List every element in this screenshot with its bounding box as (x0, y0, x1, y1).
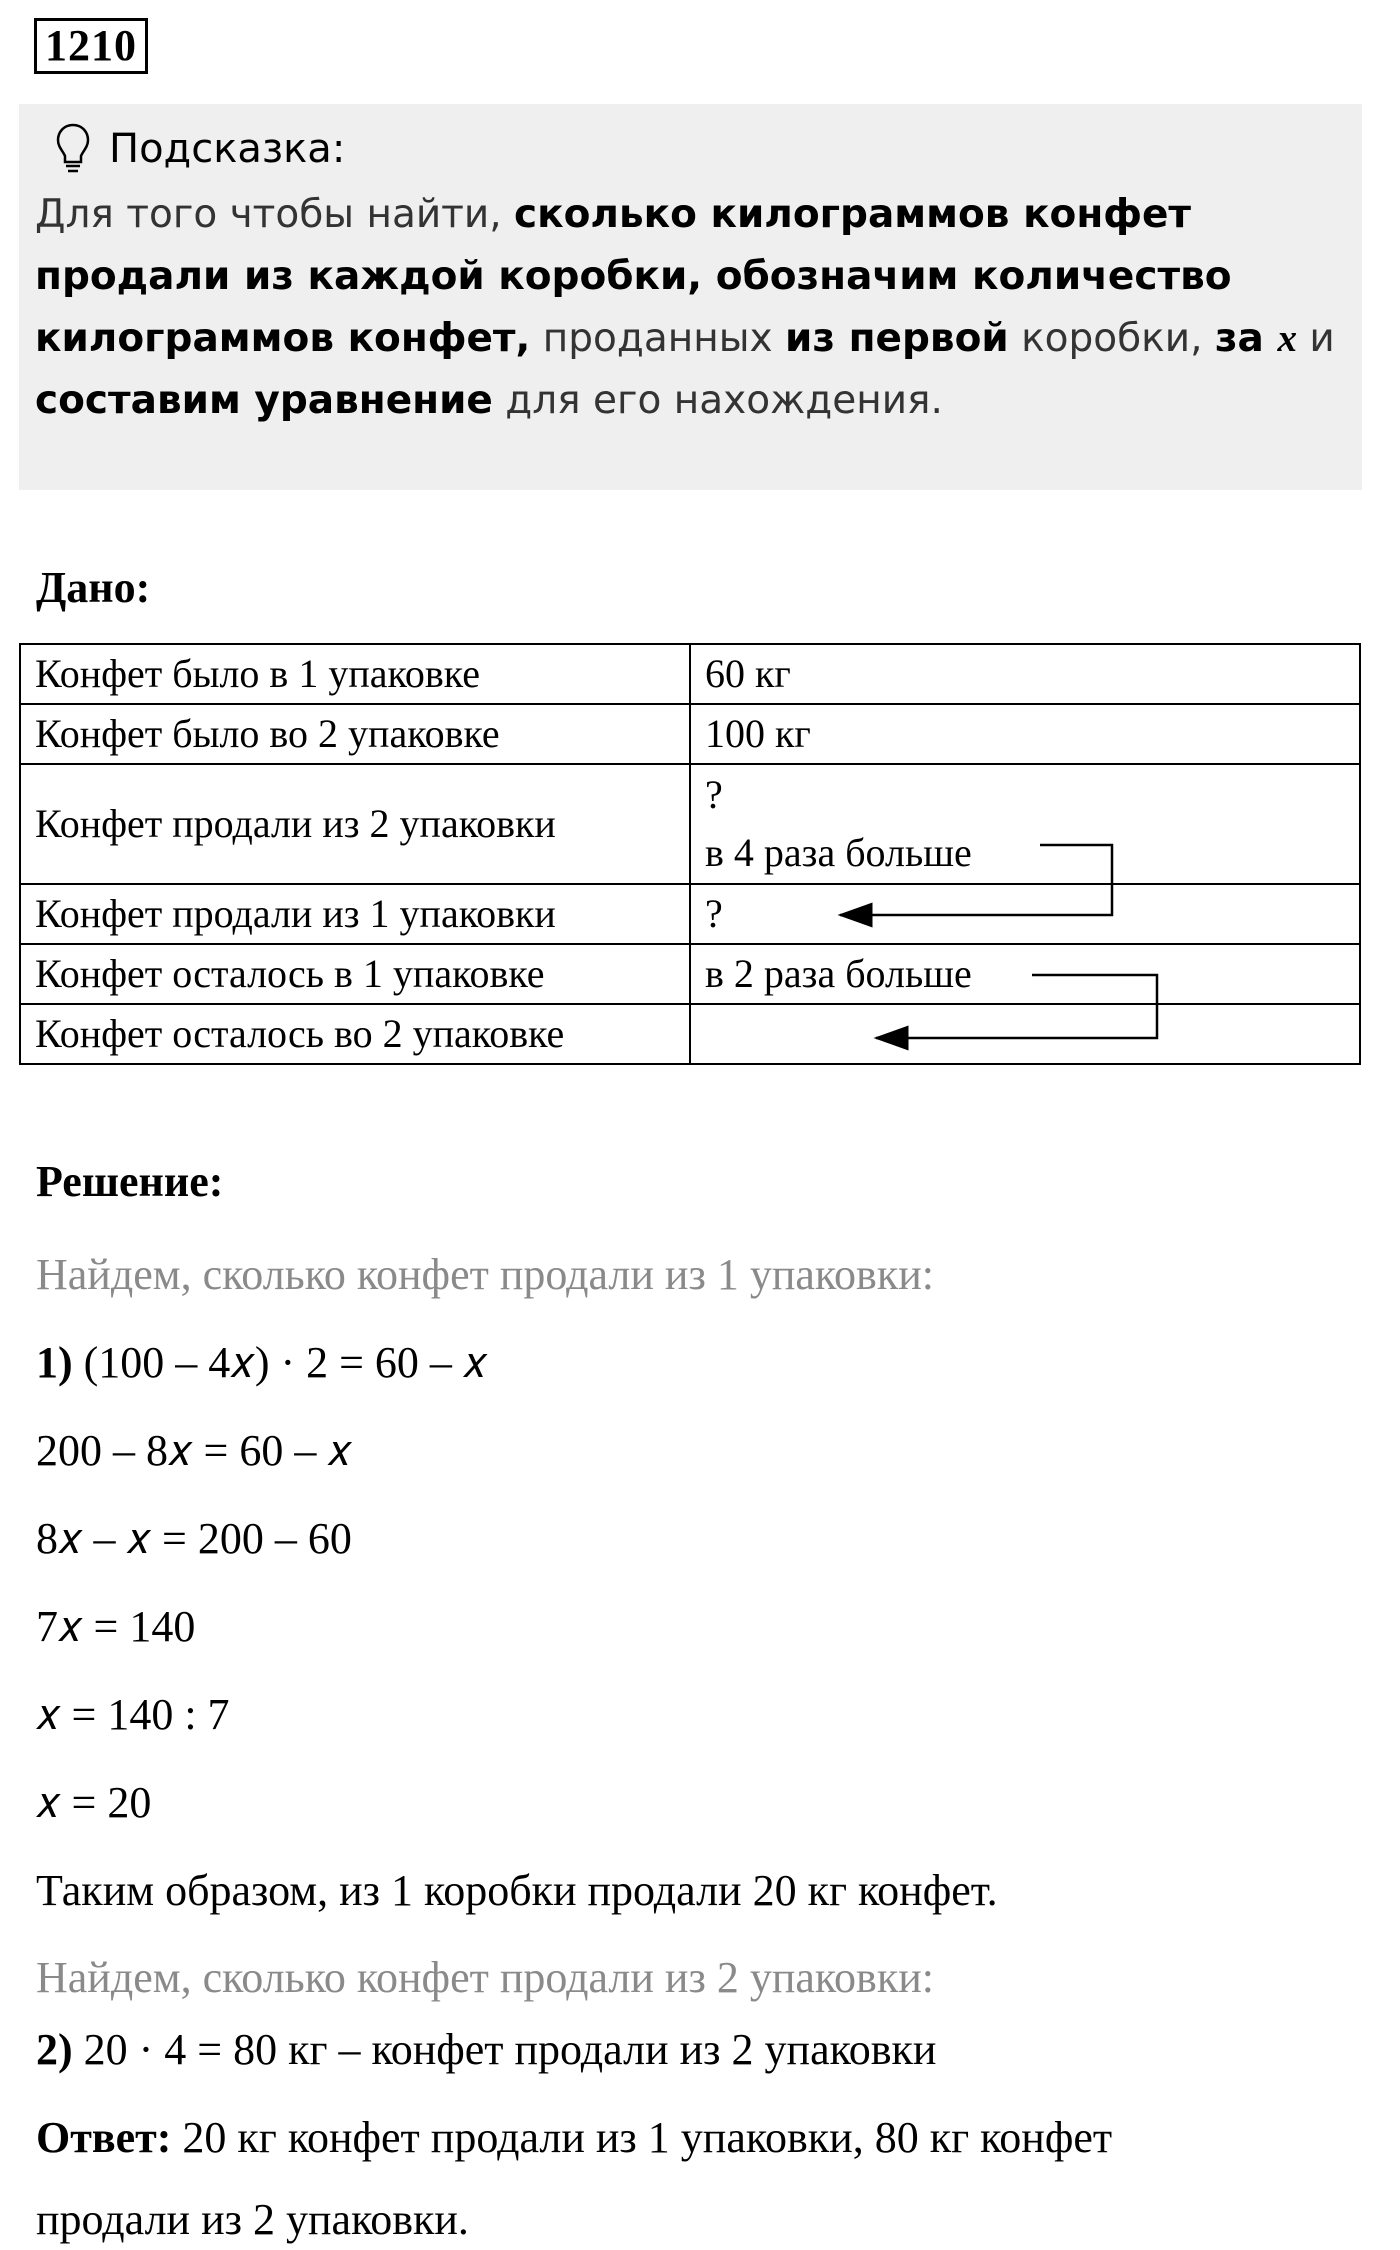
table-cell: Конфет осталось в 1 упаковке (20, 944, 690, 1004)
relation-arrows (0, 0, 1400, 1100)
answer-line-1 (36, 2108, 1112, 2168)
step-2 (36, 2020, 936, 2080)
equation-6: 𝑥 = 20 (36, 1778, 152, 1827)
conclusion: Таким образом, из 1 коробки продали 20 кг конфет. (36, 1866, 998, 1915)
answer-line-2: продали из 2 упаковки. (36, 2195, 469, 2244)
table-cell: Конфет продали из 2 упаковки (20, 764, 690, 884)
table-cell: Конфет было во 2 упаковке (20, 704, 690, 764)
table-cell: ? (690, 884, 1360, 944)
table-cell: Конфет осталось во 2 упаковке (20, 1004, 690, 1064)
step-2-text: 20 · 4 = 80 кг – конфет продали из 2 упаковки (83, 2025, 937, 2074)
answer-text: 20 кг конфет продали из 1 упаковки, 80 кг конфет (182, 2113, 1113, 2162)
equation-3: 8𝑥 – 𝑥 = 200 – 60 (36, 1514, 352, 1563)
solution-intro-1: Найдем, сколько конфет продали из 1 упаковки: (36, 1250, 934, 1299)
equation-1 (36, 1333, 487, 1393)
table-cell-line: ? (705, 772, 723, 817)
equation-text: (100 – 4𝑥) · 2 = 60 – 𝑥 (83, 1338, 488, 1387)
solution-label: Решение: (36, 1157, 224, 1206)
equation-4: 7𝑥 = 140 (36, 1602, 196, 1651)
task-number: 1210 (34, 18, 148, 74)
step-number: 2) (36, 2025, 73, 2074)
answer-label: Ответ: (36, 2113, 172, 2162)
table-cell: Конфет продали из 1 упаковки (20, 884, 690, 944)
given-label: Дано: (36, 563, 151, 612)
step-number: 1) (36, 1338, 73, 1387)
arrow-4-times (840, 845, 1112, 915)
table-cell: 100 кг (690, 704, 1360, 764)
table-cell: 60 кг (690, 644, 1360, 704)
table-cell-line: в 4 раза больше (705, 830, 972, 875)
equation-2: 200 – 8𝑥 = 60 – 𝑥 (36, 1426, 352, 1475)
hint-title: Подсказка: (109, 126, 346, 172)
hint-text: Для того чтобы найти, сколько килограммов конфет продали из каждой коробки, обозначим количество килограммов конфет, проданных из первой коробки, за x и составим уравнение для его нахождения. (35, 192, 1335, 423)
equation-5: 𝑥 = 140 : 7 (36, 1690, 230, 1739)
table-cell: Конфет было в 1 упаковке (20, 644, 690, 704)
arrow-2-times (876, 975, 1157, 1038)
table-cell: в 2 раза больше (690, 944, 1360, 1004)
solution-intro-2: Найдем, сколько конфет продали из 2 упаковки: (36, 1953, 934, 2002)
